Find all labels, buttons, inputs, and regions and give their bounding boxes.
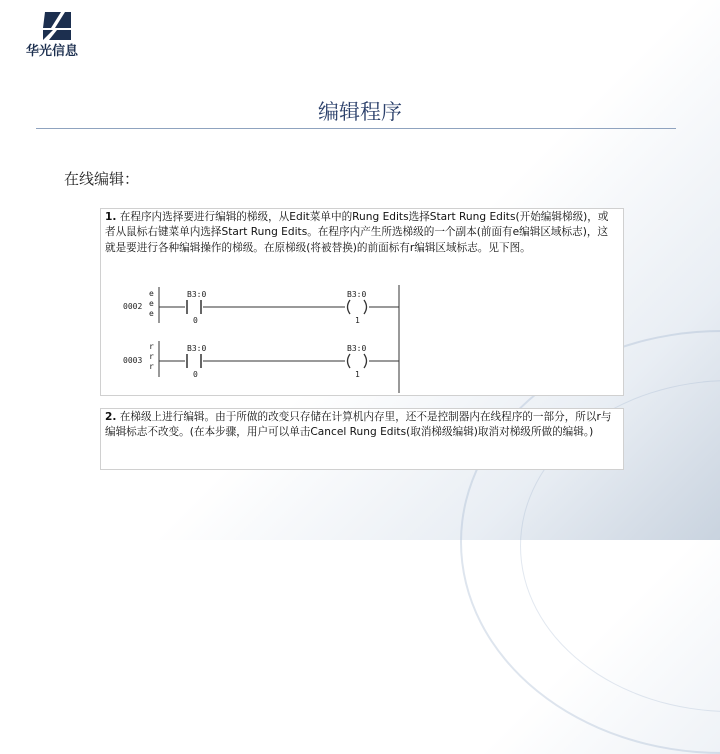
rung-2-coil-address: B3:0 — [347, 344, 367, 353]
rung-1-marker-1: e — [149, 289, 154, 298]
ladder-rung-2 — [123, 341, 399, 379]
step-2-number: 2. — [105, 411, 117, 423]
title-divider — [36, 128, 676, 129]
rung-2-marker-3: r — [149, 362, 154, 371]
rung-2-coil-bit: 1 — [355, 370, 360, 379]
rung-1-coil-icon — [348, 300, 367, 314]
rung-1-coil-bit: 1 — [355, 316, 360, 325]
rung-2-number: 0003 — [123, 356, 143, 365]
step-2-panel — [100, 408, 624, 470]
rung-1-marker-3: e — [149, 309, 154, 318]
rung-1-contact-icon — [187, 300, 201, 314]
step-2-text: 在梯级上进行编辑。由于所做的改变只存储在计算机内存里，还不是控制器内在线程序的一部分，所以r与编辑标志不改变。(在本步骤，用户可以单击Cancel Rung Edits(取消梯级编辑)取消对梯级所做的编辑。) — [105, 411, 612, 439]
rung-1-contact-address: B3:0 — [187, 290, 207, 299]
rung-1-coil-address: B3:0 — [347, 290, 367, 299]
rung-1-marker-2: e — [149, 299, 154, 308]
rung-1-number: 0002 — [123, 302, 143, 311]
step-1-text: 在程序内选择要进行编辑的梯级，从Edit菜单中的Rung Edits选择Start Rung Edits(开始编辑梯级)，或者从鼠标右键菜单内选择Start Rung Edits。在程序内产生所选梯级的一个副本(前面有e编辑区域标志)，这就是要进行各种编辑操作的梯级。在原梯级(将被替换)的前面标有r编辑区域标志。见下图。 — [105, 211, 609, 254]
rung-2-marker-1: r — [149, 342, 154, 351]
section-subtitle: 在线编辑： — [64, 170, 140, 188]
step-1-number: 1. — [105, 211, 117, 223]
rung-2-coil-icon — [348, 354, 367, 368]
rung-1-contact-bit: 0 — [193, 316, 198, 325]
rung-2-contact-icon — [187, 354, 201, 368]
page-title: 编辑程序 — [318, 100, 402, 124]
ladder-rung-1 — [123, 287, 399, 325]
ladder-diagram — [101, 285, 623, 395]
rung-2-marker-2: r — [149, 352, 154, 361]
rung-2-contact-address: B3:0 — [187, 344, 207, 353]
step-2-text-block — [105, 410, 617, 441]
rung-2-contact-bit: 0 — [193, 370, 198, 379]
step-1-panel — [100, 208, 624, 396]
step-1-text-block — [105, 210, 617, 256]
logo-text: 华光信息 — [25, 44, 78, 59]
